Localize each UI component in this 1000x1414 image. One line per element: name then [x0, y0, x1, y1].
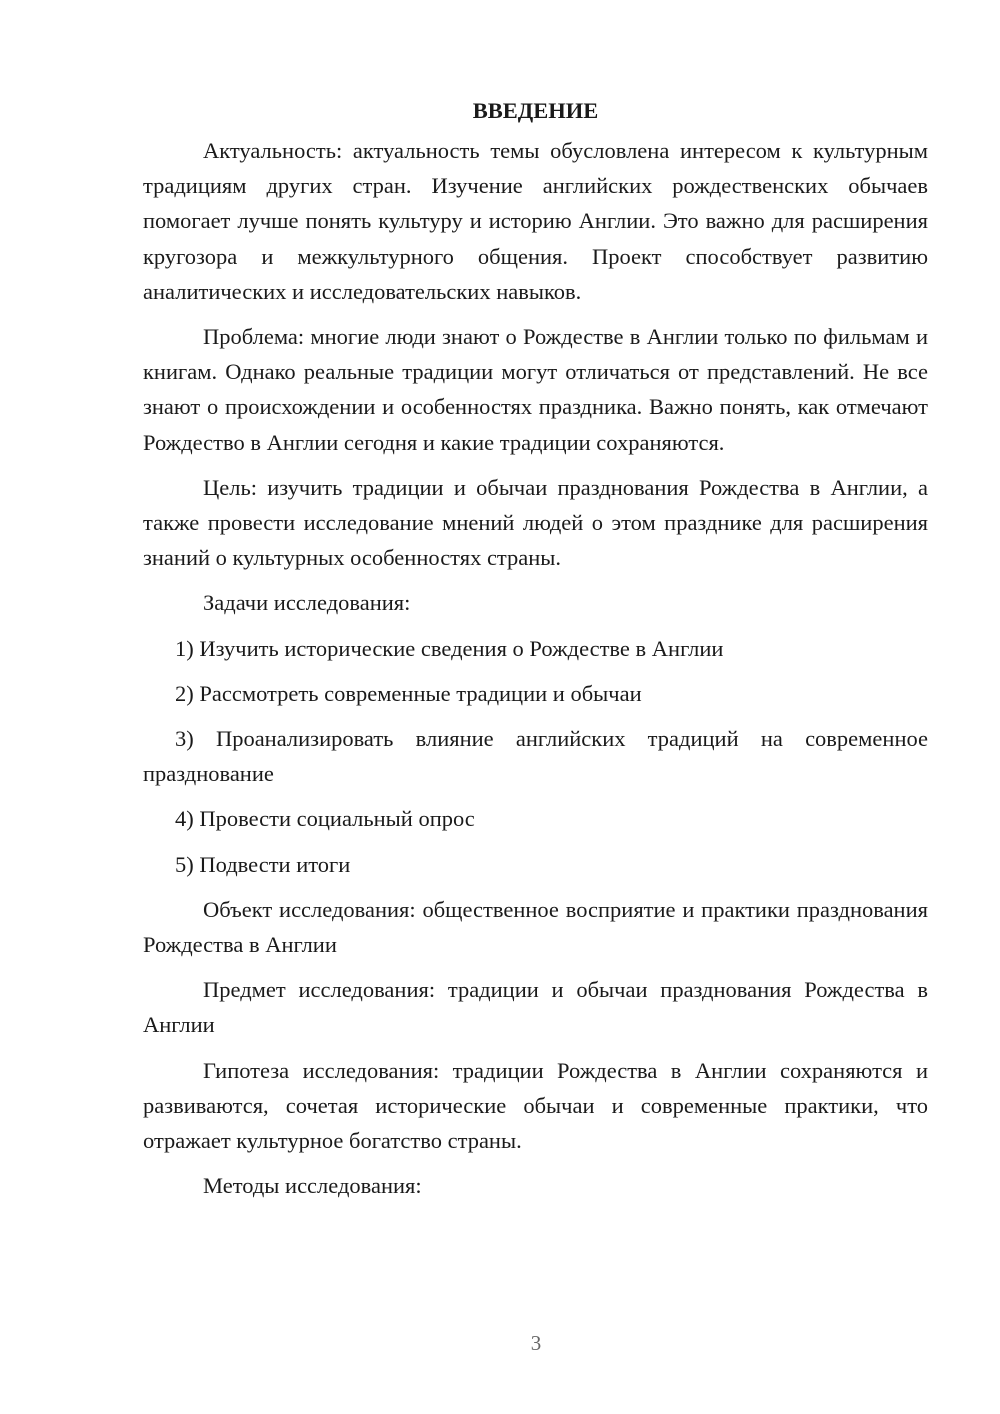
- task-item-5: 5) Подвести итоги: [175, 851, 351, 877]
- page-title: ВВЕДЕНИЕ: [472, 98, 599, 123]
- task-item-3: 3) Проанализировать влияние английских традиций на современное празднование: [143, 726, 928, 787]
- task-item-4: 4) Провести социальный опрос: [175, 806, 475, 832]
- page-number: 3: [530, 1331, 542, 1355]
- tasks-heading: Задачи исследования:: [203, 590, 411, 616]
- hypothesis-paragraph: Гипотеза исследования: традиции Рождества в Англии сохраняются и развиваются, сочетая исторические обычаи и современные практики, что отражает культурное богатство страны.: [143, 1057, 928, 1154]
- subject-paragraph: Предмет исследования: традиции и обычаи празднования Рождества в Англии: [143, 977, 928, 1038]
- goal-paragraph: Цель: изучить традиции и обычаи празднования Рождества в Англии, а также провести исследование мнений людей о этом празднике для расширения знаний о культурных особенностях страны.: [143, 474, 928, 571]
- task-item-2: 2) Рассмотреть современные традиции и обычаи: [175, 680, 642, 706]
- task-item-1: 1) Изучить исторические сведения о Рождестве в Англии: [175, 635, 724, 661]
- problem-paragraph: Проблема: многие люди знают о Рождестве в Англии только по фильмам и книгам. Однако реальные традиции могут отличаться от представлений. Не все знают о происхождении и особенностях праздника. Важно понять, как отмечают Рождество в Англии сегодня и какие традиции сохраняются.: [143, 324, 928, 455]
- object-paragraph: Объект исследования: общественное восприятие и практики празднования Рождества в Англии: [143, 896, 928, 958]
- methods-heading: Методы исследования:: [203, 1173, 422, 1199]
- tasks-list: [143, 621, 928, 882]
- relevance-paragraph: Актуальность: актуальность темы обусловлена интересом к культурным традициям других стран. Изучение английских рождественских обычаев помогает лучше понять культуру и историю Англии. Это важно для расширения кругозора и межкультурного общения. Проект способствует развитию аналитических и исследовательских навыков.: [143, 138, 928, 304]
- page-body: [143, 93, 928, 1203]
